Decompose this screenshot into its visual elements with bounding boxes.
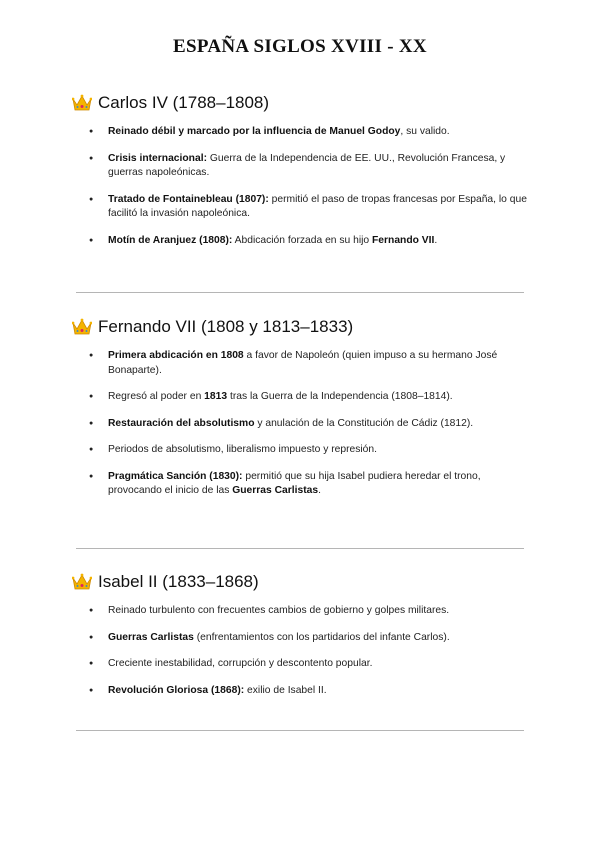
section-heading-text: Carlos IV (1788–1808): [98, 93, 270, 112]
bold-text: Guerras Carlistas: [232, 485, 319, 496]
item-text: Guerra de la Independencia de EE. UU., Revolución Francesa, y guerras napoleónicas.: [108, 152, 506, 178]
list-item: [72, 657, 528, 672]
page-title: ESPAÑA SIGLOS XVIII - XX: [173, 36, 427, 57]
item-text: a favor de Napoleón (quien impuso a su hermano José Bonaparte).: [108, 350, 498, 376]
list-item: [72, 234, 528, 249]
bold-text: Tratado de Fontainebleau (1807):: [108, 193, 269, 205]
section-heading-text: Fernando VII (1808 y 1813–1833): [98, 317, 354, 336]
section-heading-text: Isabel II (1833–1868): [98, 572, 259, 591]
divider: [76, 548, 524, 549]
section-carlos-iv: [72, 91, 528, 248]
bold-text: Primera abdicación en 1808: [108, 350, 244, 361]
bold-text: Restauración del absolutismo: [108, 417, 255, 429]
item-text: exilio de Isabel II.: [244, 684, 327, 696]
section-heading: [72, 315, 528, 339]
list-item: [72, 125, 528, 140]
section-heading: [72, 91, 528, 115]
section-isabel-ii: [72, 570, 528, 698]
crown-icon: [72, 573, 92, 591]
bold-text: Motín de Aranjuez (1808):: [108, 234, 233, 246]
item-text: tras la Guerra de la Independencia (1808–1814).: [227, 391, 453, 402]
crown-icon: [72, 318, 92, 336]
item-text: .: [318, 485, 321, 496]
item-text: Reinado turbulento con frecuentes cambios de gobierno y golpes militares.: [108, 605, 450, 616]
item-text: permitió que su hija Isabel pudiera heredar el trono, provocando el inicio de las: [108, 470, 481, 496]
bold-text: Reinado débil y marcado por la influencia de Manuel Godoy: [108, 126, 401, 137]
list-item: [72, 417, 528, 432]
bold-text: 1813: [204, 391, 228, 402]
item-text: Periodos de absolutismo, liberalismo impuesto y represión.: [108, 444, 377, 455]
crown-icon: [72, 94, 92, 112]
list-item: [72, 470, 528, 499]
list-item: [72, 349, 528, 378]
bullet-list: [72, 349, 528, 499]
item-text: (enfrentamientos con los partidarios del infante Carlos).: [193, 631, 450, 643]
bold-text: Pragmática Sanción (1830):: [108, 470, 243, 482]
bold-text: Crisis internacional:: [108, 152, 207, 164]
item-text: y anulación de la Constitución de Cádiz (1812).: [254, 417, 474, 429]
item-text: permitió el paso de tropas francesas por España, lo que facilitó la invasión napoleónica.: [108, 193, 527, 219]
item-text: Regresó al poder en: [108, 391, 205, 402]
list-item: [72, 152, 528, 181]
item-text: Abdicación forzada en su hijo: [232, 234, 373, 246]
list-item: [72, 443, 528, 458]
bold-text: Guerras Carlistas: [108, 631, 194, 643]
list-item: [72, 390, 528, 405]
section-heading: [72, 570, 528, 594]
bold-text: Fernando VII: [372, 234, 435, 246]
item-text: , su valido.: [400, 126, 450, 137]
bullet-list: [72, 604, 528, 698]
bold-text: Revolución Gloriosa (1868):: [108, 684, 245, 696]
list-item: [72, 193, 528, 222]
list-item: [72, 604, 528, 619]
divider: [76, 292, 524, 293]
list-item: [72, 631, 528, 646]
bullet-list: [72, 125, 528, 248]
item-text: Creciente inestabilidad, corrupción y descontento popular.: [108, 658, 373, 669]
item-text: .: [434, 234, 438, 246]
list-item: [72, 684, 528, 699]
section-fernando-vii: [72, 315, 528, 499]
divider: [76, 730, 524, 731]
